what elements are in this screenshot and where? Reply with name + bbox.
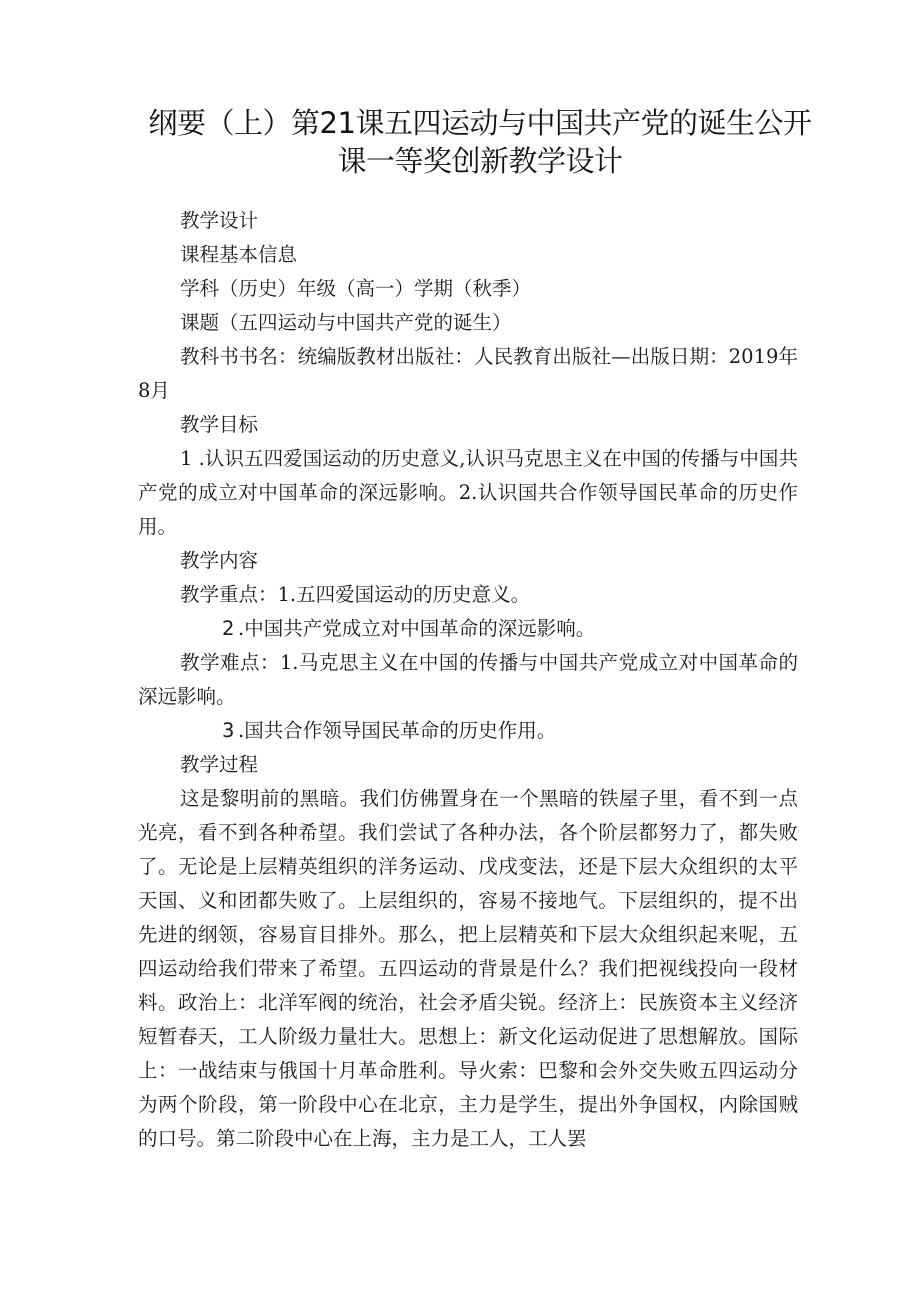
heading-teaching-goals: 教学目标 <box>180 413 259 436</box>
document-title: 纲要（上）第21课五四运动与中国共产党的诞生公开课一等奖创新教学设计 <box>148 106 812 178</box>
list-item-key-point-2 <box>138 612 798 646</box>
heading-teaching-process: 教学过程 <box>180 753 259 776</box>
list-number: 3 <box>222 719 235 742</box>
paragraph-subject-grade-term: 学科（历史）年级（高一）学期（秋季） <box>180 277 532 300</box>
paragraph-teaching-goals: 1 .认识五四爱国运动的历史意义,认识马克思主义在中国的传播与中国共产党的成立对中国革命的深远影响。2.认识国共合作领导国民革命的历史作用。 <box>138 447 798 538</box>
paragraph-textbook-info: 教科书书名：统编版教材出版社：人民教育出版社—出版日期：2019年8月 <box>138 345 798 402</box>
paragraph-teaching-design: 教学设计 <box>180 209 259 232</box>
list-item-text: .国共合作领导国民革命的历史作用。 <box>238 719 557 742</box>
list-number: 2 <box>222 617 235 640</box>
list-item-text: .中国共产党成立对中国革命的深远影响。 <box>238 617 596 640</box>
paragraph-teaching-process-body: 这是黎明前的黑暗。我们仿佛置身在一个黑暗的铁屋子里，看不到一点光亮，看不到各种希望。我们尝试了各种办法，各个阶层都努力了，都失败了。无论是上层精英组织的洋务运动、戊戌变法，还是下层大众组织的太平天国、义和团都失败了。上层组织的，容易不接地气。下层组织的，提不出先进的纲领，容易盲目排外。那么，把上层精英和下层大众组织起来呢，五四运动给我们带来了希望。五四运动的背景是什么？我们把视线投向一段材料。政治上：北洋军阀的统治，社会矛盾尖锐。经济上：民族资本主义经济短暂春天，工人阶级力量壮大。思想上：新文化运动促进了思想解放。国际上：一战结束与俄国十月革命胜利。导火索：巴黎和会外交失败五四运动分为两个阶段，第一阶段中心在北京，主力是学生，提出外争国权，内除国贼的口号。第二阶段中心在上海，主力是工人，工人罢 <box>138 787 798 1150</box>
document-body <box>138 204 798 1156</box>
list-item-difficult-point-3 <box>138 714 798 748</box>
paragraph-difficult-points: 教学难点：1.马克思主义在中国的传播与中国共产党成立对中国革命的深远影响。 <box>138 651 798 708</box>
paragraph-course-info: 课程基本信息 <box>180 243 298 266</box>
heading-teaching-content: 教学内容 <box>180 549 259 572</box>
paragraph-key-points: 教学重点：1.五四爱国运动的历史意义。 <box>180 583 531 606</box>
paragraph-lesson-topic: 课题（五四运动与中国共产党的诞生） <box>180 311 512 334</box>
